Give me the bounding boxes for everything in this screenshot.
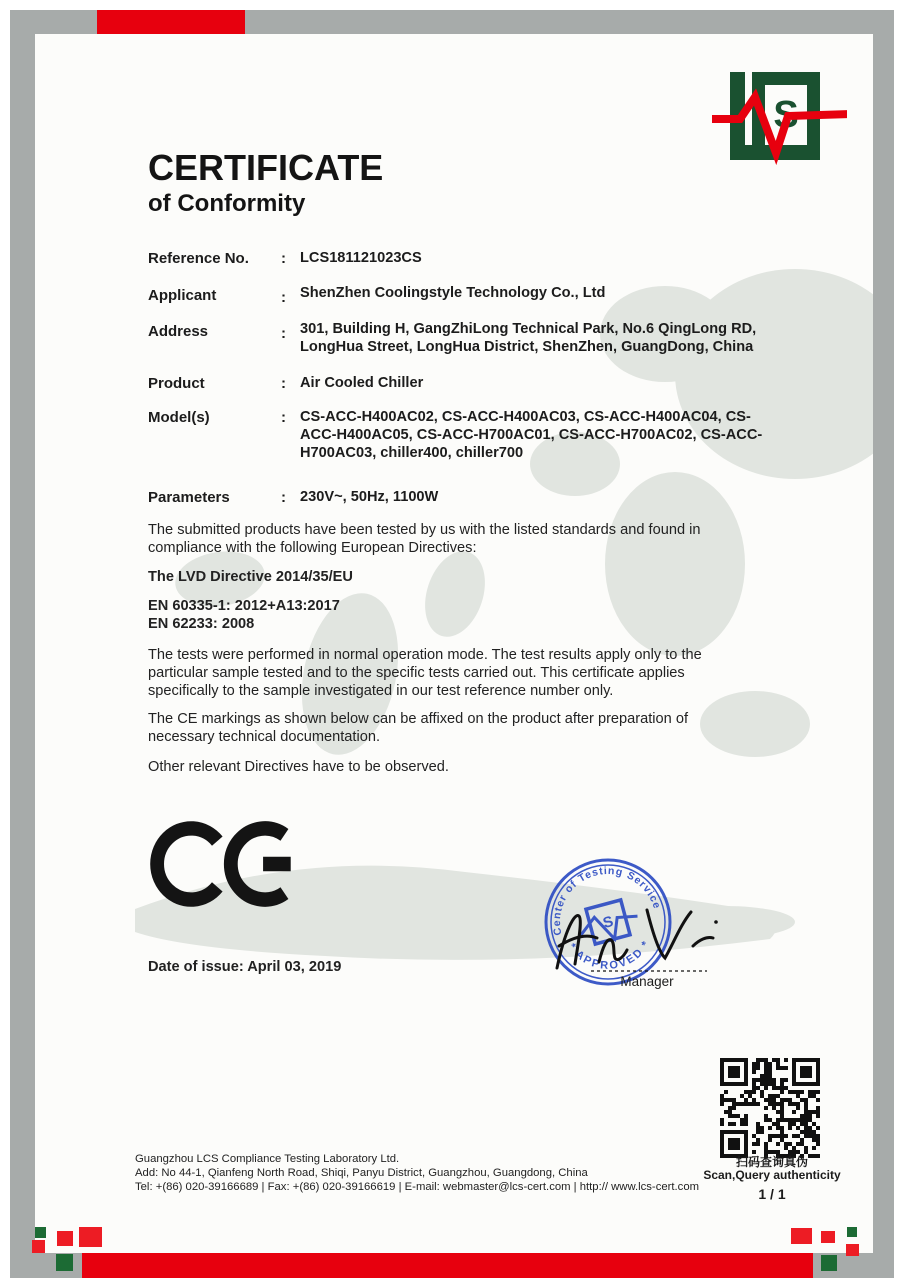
- field-value-parameters: 230V~, 50Hz, 1100W: [300, 489, 439, 505]
- field-value-models: CS-ACC-H400AC02, CS-ACC-H400AC03, CS-ACC-H400AC04, CS-ACC-H400AC05, CS-ACC-H700AC01, CS-ACC-H700AC02, CS-ACC-H700AC03, chiller400, chiller700: [300, 409, 763, 461]
- logo-letter-s: S: [773, 94, 799, 136]
- footer-address: Add: No 44-1, Qianfeng North Road, Shiqi, Panyu District, Guangzhou, Guangdong, China: [135, 1167, 588, 1179]
- deco-square: [35, 1227, 46, 1238]
- intro-paragraph: The submitted products have been tested by us with the listed standards and found in compliance with the following European Directives:: [148, 522, 701, 557]
- field-label-parameters: Parameters: [148, 489, 230, 506]
- ce-markings-paragraph: The CE markings as shown below can be affixed on the product after preparation of necessary technical documentation.: [148, 711, 689, 746]
- standard-line-1: EN 60335-1: 2012+A13:2017: [148, 598, 340, 614]
- field-value-product: Air Cooled Chiller: [300, 375, 424, 391]
- field-value-address: 301, Building H, GangZhiLong Technical Park, No.6 QingLong RD, LongHua Street, LongHua District, ShenZhen, GuangDong, China: [300, 321, 757, 355]
- field-label-address: Address: [148, 323, 209, 340]
- deco-square: [846, 1244, 859, 1256]
- border-red-segment-bottom: [82, 1253, 813, 1278]
- deco-square: [821, 1231, 835, 1243]
- deco-square: [821, 1255, 837, 1271]
- deco-square: [57, 1231, 73, 1246]
- colon: :: [281, 375, 286, 392]
- field-label-applicant: Applicant: [148, 287, 217, 304]
- field-label-reference: Reference No.: [148, 250, 249, 267]
- deco-square: [791, 1228, 812, 1244]
- colon: :: [281, 489, 286, 506]
- page-indicator: 1 / 1: [758, 1186, 786, 1202]
- colon: :: [281, 325, 286, 342]
- deco-square: [847, 1227, 857, 1237]
- approval-stamp: [535, 850, 745, 1000]
- qr-code: [720, 1058, 820, 1158]
- stamp-arc-top-text: Center of Testing Service: [550, 864, 664, 937]
- field-value-reference: LCS181121023CS: [300, 250, 422, 266]
- stamp-arc-bottom-text: * APPROVED *: [565, 937, 653, 973]
- deco-square: [79, 1227, 102, 1247]
- signer-title: Manager: [620, 974, 674, 989]
- qr-caption-chinese: 扫码查询真伪: [735, 1155, 808, 1169]
- deco-square: [56, 1254, 73, 1271]
- field-label-models: Model(s): [148, 409, 210, 426]
- directive-line: The LVD Directive 2014/35/EU: [148, 569, 353, 585]
- certificate-subtitle: of Conformity: [148, 190, 306, 217]
- ce-mark: [147, 814, 299, 914]
- date-of-issue: Date of issue: April 03, 2019: [148, 959, 342, 975]
- footer-contacts: Tel: +(86) 020-39166689 | Fax: +(86) 020-39166619 | E-mail: webmaster@lcs-cert.com | http:// www.lcs-cert.com: [135, 1181, 700, 1193]
- field-value-applicant: ShenZhen Coolingstyle Technology Co., Ltd: [300, 285, 606, 301]
- deco-square: [32, 1240, 45, 1253]
- other-directives-paragraph: Other relevant Directives have to be observed.: [148, 759, 449, 775]
- standard-line-2: EN 62233: 2008: [148, 616, 255, 632]
- field-label-product: Product: [148, 375, 205, 392]
- footer-company: Guangzhou LCS Compliance Testing Laboratory Ltd.: [135, 1153, 400, 1165]
- colon: :: [281, 250, 286, 267]
- qr-caption-english: Scan,Query authenticity: [703, 1168, 841, 1182]
- border-frame-left: [10, 10, 35, 1278]
- colon: :: [281, 409, 286, 426]
- border-red-segment-top: [97, 10, 245, 34]
- lcs-logo: [712, 66, 847, 171]
- colon: :: [281, 289, 286, 306]
- tests-paragraph: The tests were performed in normal operation mode. The test results apply only to the particular sample tested and to the specific tests carried out. This certificate applies specifically to the sample investigated in our test reference number only.: [148, 647, 702, 700]
- stamp-letter-s: S: [601, 912, 616, 932]
- certificate-title: CERTIFICATE: [148, 147, 384, 188]
- border-frame-right: [873, 10, 894, 1278]
